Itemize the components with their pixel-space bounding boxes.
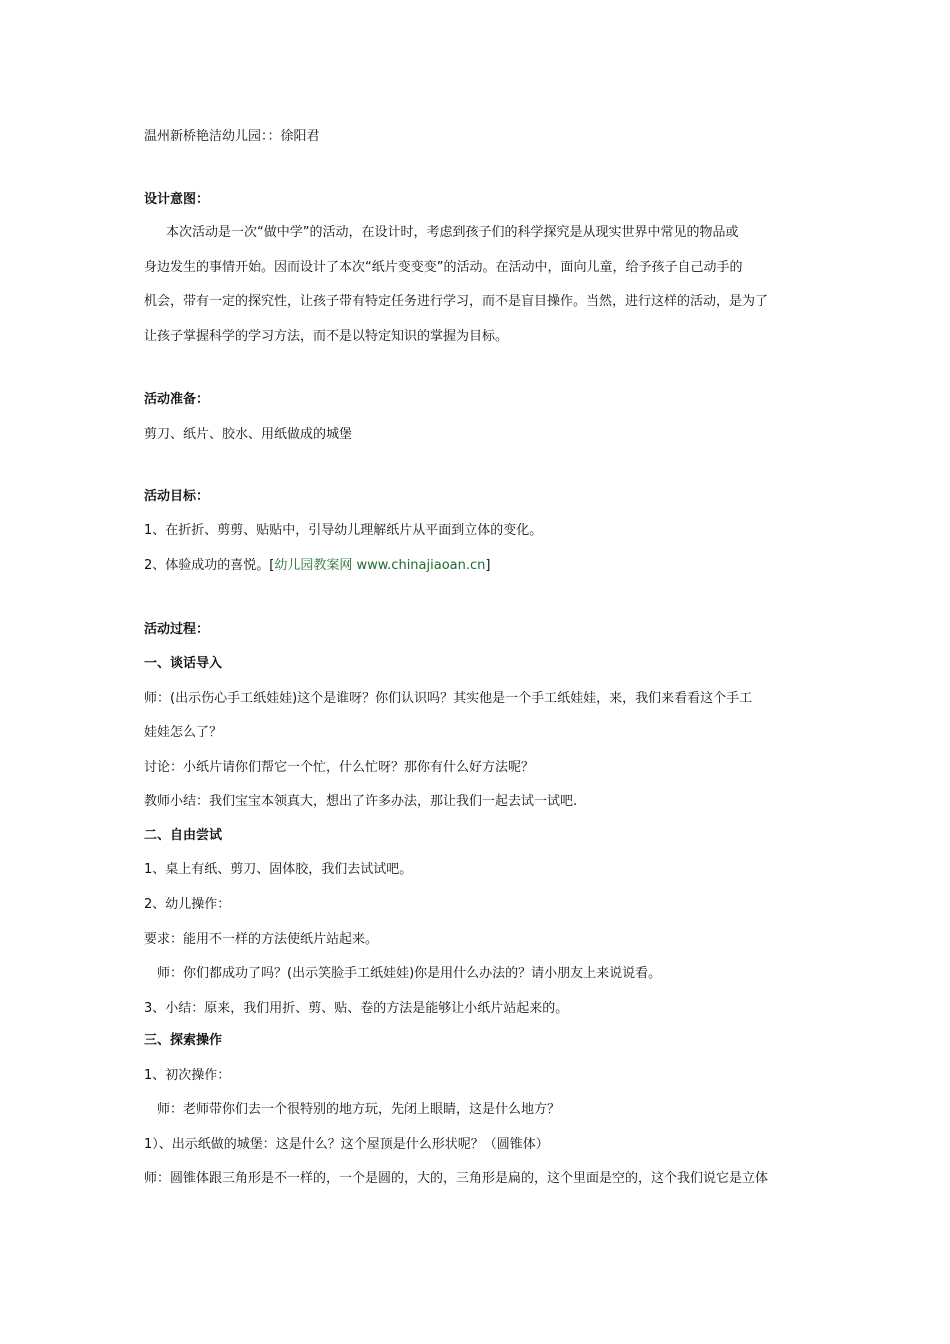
section-3-line: 1）、出示纸做的城堡：这是什么？这个屋顶是什么形状呢？（圆锥体）: [144, 1137, 549, 1152]
section-2-line: 师：你们都成功了吗？(出示笑脸手工纸娃娃)你是用什么办法的？请小朋友上来说说看。: [157, 966, 662, 981]
design-heading: 设计意图：: [144, 192, 210, 207]
goal-item-2-prefix: 2、体验成功的喜悦。[: [144, 558, 275, 573]
section-3-title: 三、探索操作: [144, 1033, 223, 1048]
section-3-line: 师：老师带你们去一个很特别的地方玩，先闭上眼睛，这是什么地方？: [157, 1102, 561, 1117]
design-paragraph-line: 机会，带有一定的探究性，让孩子带有特定任务进行学习，而不是盲目操作。当然，进行这样的活动，是为了: [144, 294, 769, 309]
process-heading: 活动过程：: [144, 622, 210, 637]
author-line: 温州新桥艳洁幼儿园：：徐阳君: [144, 129, 320, 144]
section-3-line: 1、初次操作：: [144, 1068, 231, 1083]
goal-item-2: [144, 556, 814, 576]
section-2-title: 二、自由尝试: [144, 828, 223, 843]
design-paragraph-line: 让孩子掌握科学的学习方法，而不是以特定知识的掌握为目标。: [144, 329, 509, 344]
section-2-line: 要求：能用不一样的方法使纸片站起来。: [144, 932, 379, 947]
goals-heading: 活动目标：: [144, 489, 210, 504]
section-3-line: 师：圆锥体跟三角形是不一样的，一个是圆的，大的，三角形是扁的，这个里面是空的，这个我们说它是立体: [144, 1171, 769, 1186]
section-1-line: 讨论：小纸片请你们帮它一个忙，什么忙呀？那你有什么好方法呢？: [144, 760, 535, 775]
section-2-line: 3、小结：原来，我们用折、剪、贴、卷的方法是能够让小纸片站起来的。: [144, 1001, 569, 1016]
section-2-line: 2、幼儿操作：: [144, 897, 231, 912]
goal-item-1: 1、在折折、剪剪、贴贴中，引导幼儿理解纸片从平面到立体的变化。: [144, 523, 543, 538]
goal-item-2-suffix: ]: [485, 558, 491, 573]
preparation-text: 剪刀、纸片、胶水、用纸做成的城堡: [144, 427, 353, 442]
section-1-title: 一、谈话导入: [144, 656, 223, 671]
section-1-line: 娃娃怎么了？: [144, 725, 223, 740]
design-paragraph-line: 本次活动是一次“做中学”的活动，在设计时，考虑到孩子们的科学探究是从现实世界中常见的物品或: [166, 225, 739, 240]
preparation-heading: 活动准备：: [144, 392, 210, 407]
chinajiaoan-link[interactable]: 幼儿园教案网 www.chinajiaoan.cn: [274, 558, 486, 573]
design-paragraph-line: 身边发生的事情开始。因而设计了本次“纸片变变变”的活动。在活动中，面向儿童，给予孩子自己动手的: [144, 260, 743, 275]
section-1-line: 教师小结：我们宝宝本领真大，想出了许多办法，那让我们一起去试一试吧.: [144, 794, 578, 809]
section-1-line: 师：(出示伤心手工纸娃娃)这个是谁呀？你们认识吗？其实他是一个手工纸娃娃，来，我们来看看这个手工: [144, 691, 753, 706]
section-2-line: 1、桌上有纸、剪刀、固体胶，我们去试试吧。: [144, 862, 413, 877]
